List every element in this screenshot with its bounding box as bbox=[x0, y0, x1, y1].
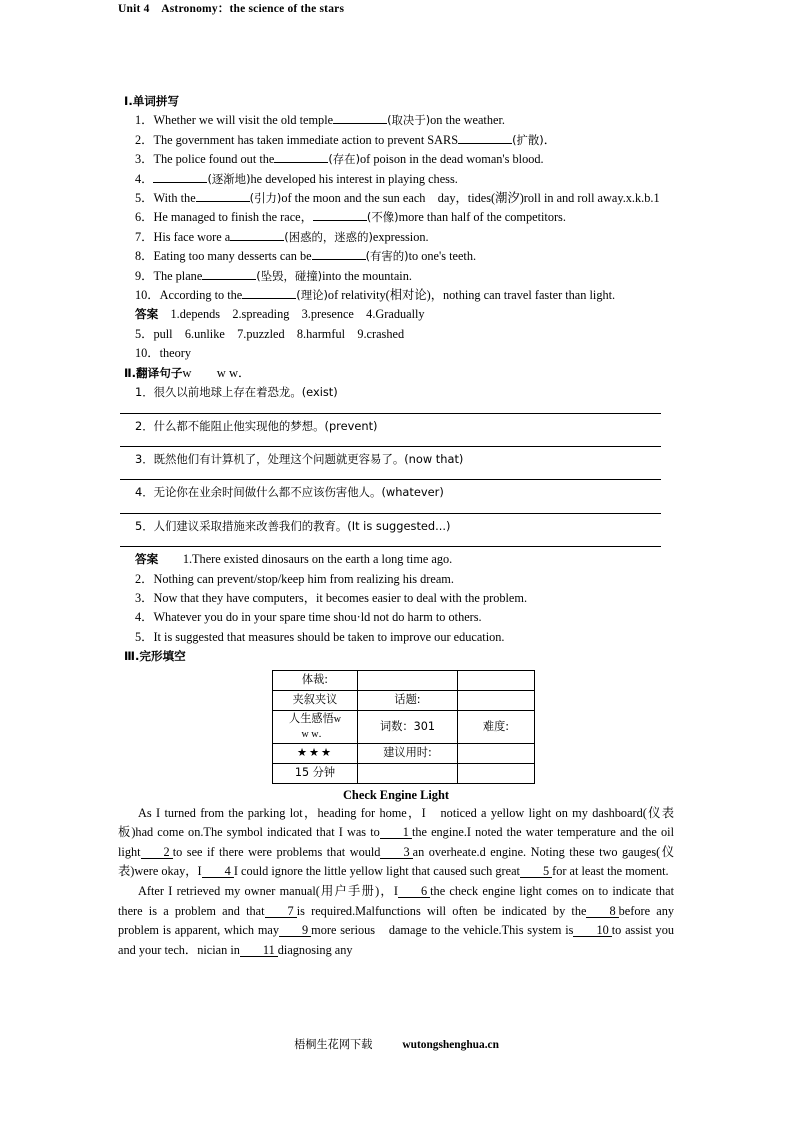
item-number: 2． bbox=[135, 132, 154, 147]
spelling-item bbox=[118, 267, 674, 286]
empty-cell bbox=[358, 763, 458, 783]
passage-seg: diagnosing any bbox=[277, 942, 353, 957]
write-in-line[interactable] bbox=[120, 546, 661, 547]
cloze-blank-6[interactable]: 6 bbox=[398, 885, 430, 898]
answer-line bbox=[118, 344, 674, 363]
passage-paragraph-1 bbox=[118, 804, 674, 882]
answer-text: 10．theory bbox=[135, 346, 192, 361]
answer-text: 5．pull 6.unlike 7.puzzled 8.harmful 9.crashed bbox=[135, 326, 405, 341]
spelling-item bbox=[118, 247, 674, 266]
item-pre: With the bbox=[153, 191, 196, 206]
translation-item bbox=[118, 383, 674, 402]
item-pre: Whether we will visit the old temple bbox=[153, 113, 334, 128]
answer-block-1 bbox=[118, 305, 674, 324]
genre-value: 夹叙夹议 bbox=[273, 690, 358, 710]
answer-line bbox=[118, 608, 674, 627]
item-number: 6． bbox=[135, 210, 154, 225]
item-hint: (取决于) bbox=[387, 113, 431, 128]
item-pre: Eating too many desserts can be bbox=[153, 249, 312, 264]
page-footer bbox=[0, 1036, 793, 1052]
answer-block-2 bbox=[118, 550, 674, 569]
watermark-ww: w w． bbox=[301, 728, 329, 740]
answer-blank[interactable] bbox=[274, 151, 328, 163]
item-post: ． bbox=[543, 132, 557, 147]
write-in-line[interactable] bbox=[120, 513, 661, 514]
item-number: 3． bbox=[135, 152, 154, 167]
footer-site-name: 梧桐生花网下载 bbox=[294, 1038, 373, 1051]
cloze-blank-2[interactable]: 2 bbox=[141, 846, 173, 859]
answer-text: 1.depends 2.spreading 3.presence 4.Gradually bbox=[170, 307, 425, 322]
empty-cell bbox=[458, 763, 535, 783]
answer-blank[interactable] bbox=[230, 229, 284, 241]
passage-info-table-wrap bbox=[118, 670, 674, 784]
topic-value-main: 人生感悟 bbox=[289, 711, 334, 725]
item-number: 8． bbox=[135, 249, 154, 264]
item-number: 10． bbox=[135, 288, 160, 303]
item-post: on the weather. bbox=[430, 113, 505, 128]
table-row bbox=[273, 710, 535, 743]
item-number: 9． bbox=[135, 268, 154, 283]
passage-seg: more serious damage to the vehicle.This system is bbox=[311, 923, 574, 938]
section-heading-1 bbox=[118, 92, 674, 111]
spelling-item bbox=[118, 286, 674, 305]
cloze-blank-7[interactable]: 7 bbox=[265, 905, 297, 918]
item-hint: (困惑的，迷惑的) bbox=[284, 229, 373, 244]
difficulty-label: 难度: bbox=[458, 710, 535, 743]
item-hint: (扩散) bbox=[512, 132, 544, 147]
table-row bbox=[273, 743, 535, 763]
section-heading-3 bbox=[118, 647, 674, 666]
item-post: of relativity(相对论)，nothing can travel faster than light. bbox=[327, 288, 616, 303]
cloze-blank-5[interactable]: 5 bbox=[520, 865, 552, 878]
watermark-w: w bbox=[333, 713, 341, 725]
translation-item bbox=[118, 450, 674, 469]
section-2-heading-text: Ⅱ.翻译句子 bbox=[124, 365, 183, 380]
translation-text: 2．什么都不能阻止他实现他的梦想。(prevent) bbox=[135, 418, 378, 433]
translation-item bbox=[118, 417, 674, 436]
item-post: more than half of the competitors. bbox=[398, 210, 566, 225]
spelling-item bbox=[118, 208, 674, 227]
empty-cell bbox=[458, 670, 535, 690]
passage-seg: to assist you and your tech．nician in bbox=[118, 923, 674, 957]
answer-blank[interactable] bbox=[312, 248, 366, 260]
item-hint: (不像) bbox=[366, 210, 399, 225]
translation-text: 4．无论你在业余时间做什么都不应该伤害他人。(whatever) bbox=[135, 485, 444, 500]
cloze-blank-3[interactable]: 3 bbox=[380, 846, 412, 859]
spelling-item bbox=[118, 131, 674, 150]
cloze-blank-8[interactable]: 8 bbox=[586, 905, 618, 918]
item-hint: (坠毁，碰撞) bbox=[256, 268, 323, 283]
answer-label: 答案 bbox=[135, 552, 159, 567]
spelling-item bbox=[118, 111, 674, 130]
spelling-item bbox=[118, 228, 674, 247]
write-in-line[interactable] bbox=[120, 413, 661, 414]
cloze-blank-9[interactable]: 9 bbox=[279, 924, 311, 937]
table-row bbox=[273, 670, 535, 690]
cloze-blank-11[interactable]: 11 bbox=[240, 944, 278, 957]
item-post: of poison in the dead woman's blood. bbox=[360, 152, 544, 167]
passage-seg: for at least the moment. bbox=[552, 864, 669, 879]
item-pre: The government has taken immediate action to prevent SARS bbox=[153, 132, 459, 147]
answer-text: 1.There existed dinosaurs on the earth a long time ago. bbox=[182, 552, 453, 567]
translation-item bbox=[118, 483, 674, 502]
empty-cell bbox=[458, 690, 535, 710]
write-in-line[interactable] bbox=[120, 479, 661, 480]
item-hint: (存在) bbox=[328, 152, 361, 167]
spelling-item bbox=[118, 170, 674, 189]
table-row bbox=[273, 763, 535, 783]
item-hint: (逐渐地) bbox=[207, 171, 251, 186]
item-pre: According to the bbox=[159, 288, 243, 303]
item-number: 4． bbox=[135, 171, 154, 186]
answer-blank[interactable] bbox=[153, 171, 207, 183]
translation-item bbox=[118, 517, 674, 536]
answer-text: 5．It is suggested that measures should be taken to improve our education. bbox=[135, 629, 505, 644]
item-pre: The police found out the bbox=[153, 152, 275, 167]
word-count: 词数：301 bbox=[358, 710, 458, 743]
answer-blank[interactable] bbox=[202, 268, 256, 280]
answer-line bbox=[118, 325, 674, 344]
translation-text: 1．很久以前地球上存在着恐龙。(exist) bbox=[135, 385, 338, 400]
answer-line bbox=[118, 589, 674, 608]
passage-paragraph-2 bbox=[118, 882, 674, 960]
passage-seg: As I turned from the parking lot，heading for home，I noticed a yellow light on my dashboard(仪表板)had come on.The symbol indicated that I was to bbox=[118, 805, 674, 840]
write-in-line[interactable] bbox=[120, 446, 661, 447]
cloze-blank-4[interactable]: 4 bbox=[202, 865, 234, 878]
section-2-heading-suffix: w w w． bbox=[182, 365, 251, 380]
cloze-blank-1[interactable]: 1 bbox=[380, 826, 412, 839]
passage-seg: before any problem is apparent, which may bbox=[118, 903, 675, 938]
passage-seg: After I retrieved my owner manual(用户手册)，I bbox=[138, 883, 398, 898]
item-hint: (引力) bbox=[249, 191, 282, 206]
answer-blank[interactable] bbox=[458, 132, 512, 144]
answer-line bbox=[118, 570, 674, 589]
cloze-blank-10[interactable]: 10 bbox=[573, 924, 611, 937]
passage-info-table bbox=[272, 670, 535, 784]
item-post: expression. bbox=[372, 229, 429, 244]
empty-cell bbox=[358, 670, 458, 690]
topic-label: 话题: bbox=[358, 690, 458, 710]
item-number: 5． bbox=[135, 191, 154, 206]
document-body bbox=[118, 92, 674, 960]
item-hint: (理论) bbox=[296, 288, 328, 303]
translation-text: 5．人们建议采取措施来改善我们的教育。(It is suggested...) bbox=[135, 518, 451, 533]
page-title: Unit 4 Astronomy：the science of the stars bbox=[118, 3, 345, 15]
item-pre: The plane bbox=[153, 268, 203, 283]
item-post: to one's teeth. bbox=[408, 249, 477, 264]
section-heading-2 bbox=[118, 364, 674, 383]
answer-blank[interactable] bbox=[196, 190, 250, 202]
item-hint: (有害的) bbox=[365, 249, 409, 264]
passage-seg: the engine.I noted the water temperature and the oil light bbox=[118, 825, 674, 859]
empty-cell bbox=[458, 743, 535, 763]
item-post: he developed his interest in playing chess. bbox=[250, 171, 458, 186]
passage-title: Check Engine Light bbox=[342, 787, 450, 802]
answer-text: 4．Whatever you do in your spare time shou·ld not do harm to others. bbox=[135, 610, 482, 625]
spelling-item bbox=[118, 150, 674, 169]
item-pre: His face wore a bbox=[153, 229, 231, 244]
item-number: 7． bbox=[135, 229, 154, 244]
passage-seg: is required.Malfunctions will often be indicated by the bbox=[296, 903, 587, 918]
answer-blank[interactable] bbox=[313, 209, 367, 221]
item-number: 1． bbox=[135, 113, 154, 128]
section-1-heading-text: Ⅰ.单词拼写 bbox=[124, 94, 180, 108]
passage-seg: the check engine light comes on to indicate that there is a problem and that bbox=[118, 883, 675, 918]
answer-label: 答案 bbox=[135, 307, 159, 322]
difficulty-stars: ★★★ bbox=[273, 743, 358, 763]
item-post: of the moon and the sun each day，tides(潮汐)roll in and roll away.x.k.b.1 bbox=[281, 191, 660, 206]
suggested-time-label: 建议用时: bbox=[358, 743, 458, 763]
topic-value bbox=[273, 710, 358, 743]
spelling-item bbox=[118, 189, 674, 208]
genre-label: 体裁: bbox=[273, 670, 358, 690]
passage-seg: an overheate.d engine. Noting these two gauges(仪表)were okay，I bbox=[118, 844, 674, 879]
suggested-time-value: 15 分钟 bbox=[273, 763, 358, 783]
item-post: into the mountain. bbox=[322, 268, 412, 283]
answer-text: 2．Nothing can prevent/stop/keep him from realizing his dream. bbox=[135, 571, 454, 586]
translation-text: 3．既然他们有计算机了，处理这个问题就更容易了。(now that) bbox=[135, 451, 464, 466]
answer-line bbox=[118, 628, 674, 647]
item-pre: He managed to finish the race， bbox=[153, 210, 313, 225]
answer-blank[interactable] bbox=[333, 112, 387, 124]
passage-seg: to see if there were problems that would bbox=[172, 844, 381, 859]
passage-seg: I could ignore the little yellow light that caused such great bbox=[233, 864, 520, 879]
answer-text: 3．Now that they have computers，it becomes easier to deal with the problem. bbox=[135, 590, 528, 605]
footer-url: wutongshenghua.cn bbox=[402, 1039, 499, 1051]
section-3-heading-text: Ⅲ.完形填空 bbox=[124, 649, 186, 664]
table-row bbox=[273, 690, 535, 710]
answer-blank[interactable] bbox=[242, 287, 296, 299]
